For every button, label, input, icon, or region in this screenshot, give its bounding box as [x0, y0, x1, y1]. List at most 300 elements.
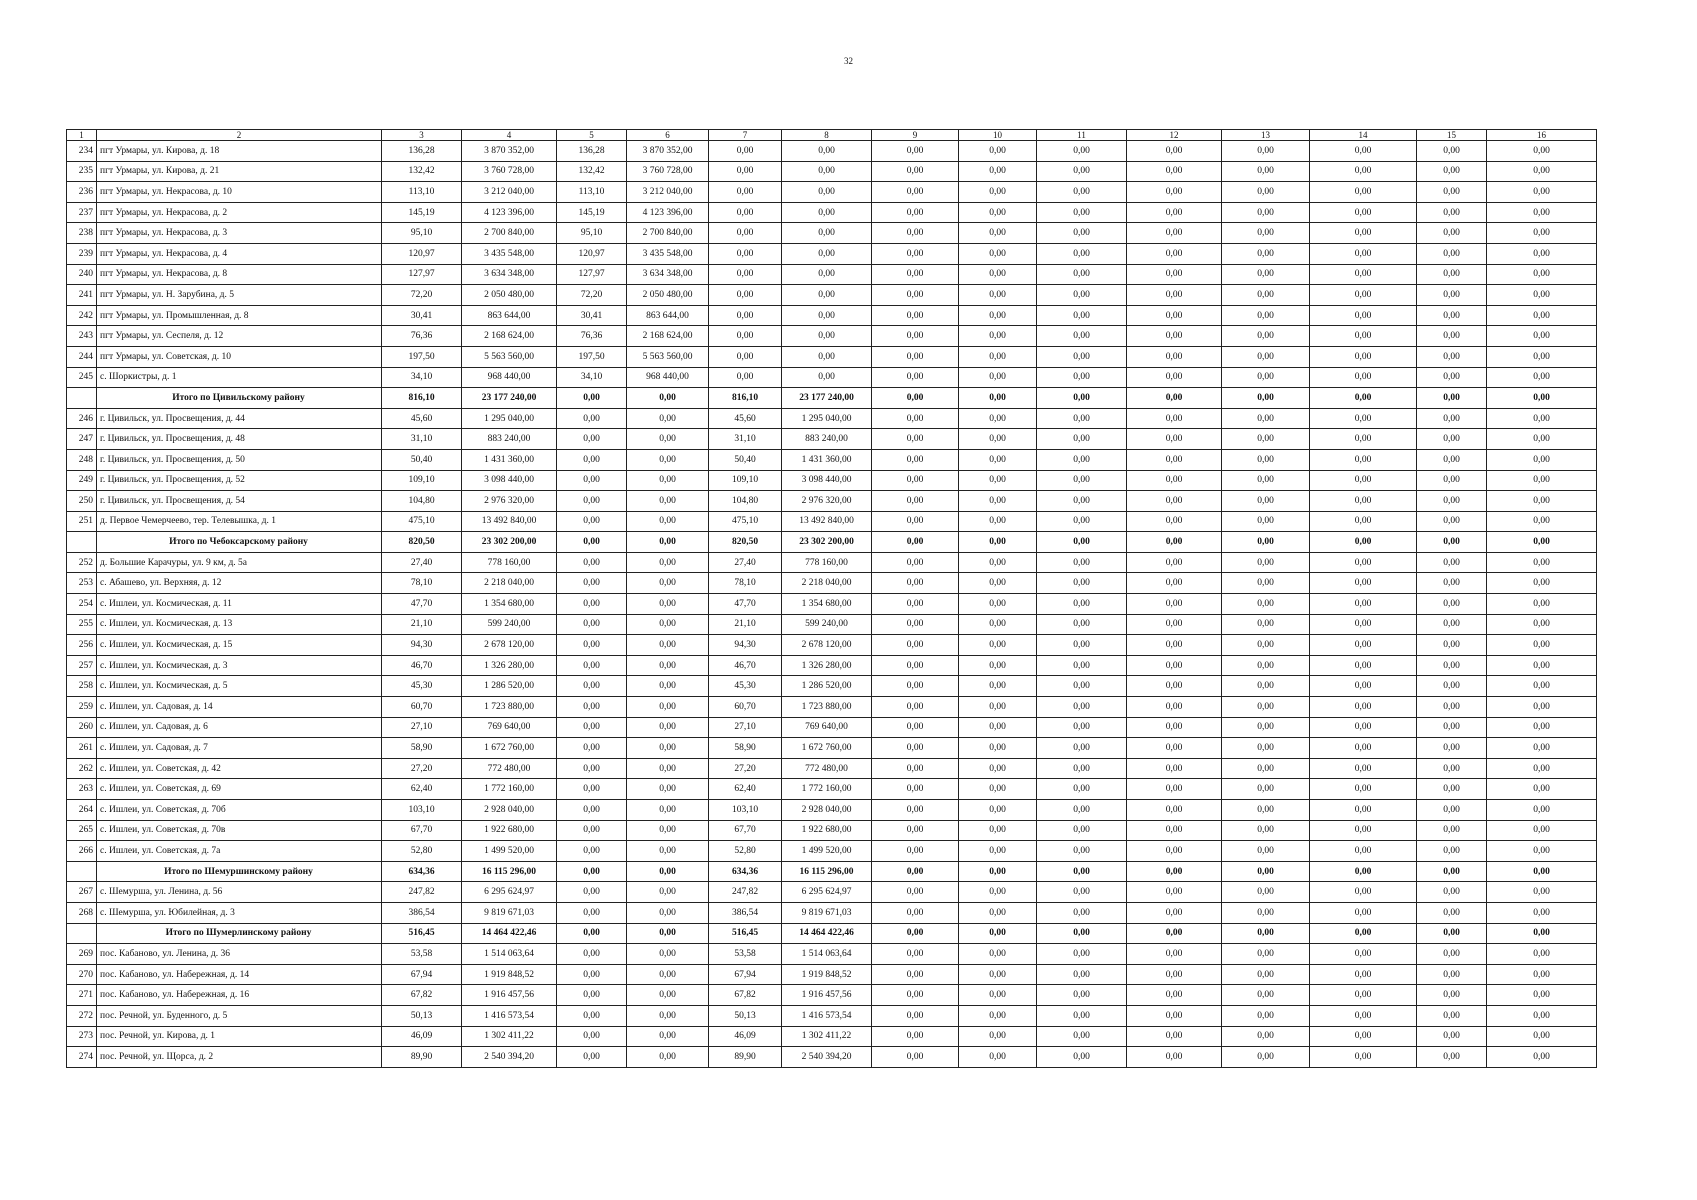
value-cell: 197,50 [557, 346, 627, 367]
value-cell: 0,00 [1037, 223, 1127, 244]
value-cell: 0,00 [1417, 161, 1487, 182]
row-number-cell: 268 [67, 902, 97, 923]
value-cell: 1 772 160,00 [462, 779, 557, 800]
value-cell: 0,00 [557, 964, 627, 985]
table-row [67, 326, 1597, 347]
value-cell: 0,00 [1310, 367, 1417, 388]
value-cell: 0,00 [872, 923, 959, 944]
value-cell: 1 302 411,22 [782, 1026, 872, 1047]
value-cell: 0,00 [709, 285, 782, 306]
value-cell: 50,40 [709, 449, 782, 470]
value-cell: 0,00 [1222, 655, 1310, 676]
value-cell: 0,00 [1037, 985, 1127, 1006]
value-cell: 0,00 [1222, 614, 1310, 635]
value-cell: 103,10 [709, 800, 782, 821]
value-cell: 3 634 348,00 [462, 264, 557, 285]
value-cell: 0,00 [872, 800, 959, 821]
row-number-cell: 259 [67, 697, 97, 718]
value-cell: 0,00 [1487, 243, 1597, 264]
value-cell: 67,70 [382, 820, 462, 841]
value-cell: 0,00 [1222, 861, 1310, 882]
value-cell: 0,00 [959, 697, 1037, 718]
value-cell: 0,00 [1310, 944, 1417, 965]
value-cell: 0,00 [1037, 491, 1127, 512]
table-row [67, 141, 1597, 162]
value-cell: 0,00 [1487, 264, 1597, 285]
value-cell: 1 286 520,00 [782, 676, 872, 697]
value-cell: 0,00 [627, 1026, 709, 1047]
value-cell: 0,00 [557, 614, 627, 635]
value-cell: 0,00 [1222, 161, 1310, 182]
row-number-cell: 260 [67, 717, 97, 738]
value-cell: 0,00 [1127, 1005, 1222, 1026]
value-cell: 0,00 [1127, 243, 1222, 264]
value-cell: 0,00 [1310, 408, 1417, 429]
value-cell: 0,00 [1127, 820, 1222, 841]
row-number-cell: 245 [67, 367, 97, 388]
value-cell: 3 212 040,00 [627, 182, 709, 203]
value-cell: 34,10 [382, 367, 462, 388]
value-cell: 67,94 [709, 964, 782, 985]
value-cell: 0,00 [627, 1005, 709, 1026]
value-cell: 1 295 040,00 [782, 408, 872, 429]
value-cell: 0,00 [1222, 141, 1310, 162]
row-number-cell [67, 388, 97, 409]
value-cell: 109,10 [382, 470, 462, 491]
value-cell: 0,00 [1417, 676, 1487, 697]
value-cell: 0,00 [1037, 449, 1127, 470]
value-cell: 0,00 [557, 800, 627, 821]
value-cell: 0,00 [557, 841, 627, 862]
row-number-cell: 247 [67, 429, 97, 450]
value-cell: 0,00 [1417, 141, 1487, 162]
value-cell: 0,00 [1127, 449, 1222, 470]
value-cell: 0,00 [1417, 532, 1487, 553]
value-cell: 0,00 [1487, 491, 1597, 512]
row-number-cell: 253 [67, 573, 97, 594]
value-cell: 0,00 [1417, 552, 1487, 573]
value-cell: 0,00 [1487, 902, 1597, 923]
table-row [67, 223, 1597, 244]
value-cell: 0,00 [1127, 635, 1222, 656]
value-cell: 0,00 [782, 141, 872, 162]
value-cell: 62,40 [382, 779, 462, 800]
value-cell: 0,00 [1222, 511, 1310, 532]
value-cell: 0,00 [1222, 1047, 1310, 1068]
value-cell: 2 050 480,00 [462, 285, 557, 306]
value-cell: 883 240,00 [782, 429, 872, 450]
address-cell: г. Цивильск, ул. Просвещения, д. 48 [97, 429, 382, 450]
row-number-cell: 241 [67, 285, 97, 306]
value-cell: 0,00 [872, 882, 959, 903]
value-cell: 772 480,00 [462, 758, 557, 779]
value-cell: 0,00 [1037, 758, 1127, 779]
value-cell: 0,00 [1417, 305, 1487, 326]
value-cell: 0,00 [1310, 697, 1417, 718]
value-cell: 0,00 [1310, 614, 1417, 635]
value-cell: 0,00 [872, 470, 959, 491]
value-cell: 0,00 [1487, 202, 1597, 223]
value-cell: 0,00 [1310, 223, 1417, 244]
value-cell: 0,00 [1222, 429, 1310, 450]
value-cell: 0,00 [782, 305, 872, 326]
value-cell: 0,00 [1417, 408, 1487, 429]
value-cell: 0,00 [959, 449, 1037, 470]
value-cell: 0,00 [1127, 841, 1222, 862]
table-body [67, 141, 1597, 1068]
value-cell: 0,00 [1127, 779, 1222, 800]
row-number-cell: 264 [67, 800, 97, 821]
value-cell: 67,94 [382, 964, 462, 985]
value-cell: 0,00 [959, 614, 1037, 635]
value-cell: 0,00 [872, 964, 959, 985]
value-cell: 0,00 [959, 902, 1037, 923]
value-cell: 1 326 280,00 [782, 655, 872, 676]
value-cell: 0,00 [1127, 717, 1222, 738]
value-cell: 1 922 680,00 [782, 820, 872, 841]
value-cell: 0,00 [1487, 697, 1597, 718]
value-cell: 0,00 [1310, 305, 1417, 326]
value-cell: 0,00 [1037, 655, 1127, 676]
row-number-cell: 271 [67, 985, 97, 1006]
value-cell: 0,00 [959, 223, 1037, 244]
value-cell: 0,00 [1417, 449, 1487, 470]
value-cell: 0,00 [1487, 141, 1597, 162]
value-cell: 67,82 [709, 985, 782, 1006]
value-cell: 13 492 840,00 [462, 511, 557, 532]
value-cell: 0,00 [557, 408, 627, 429]
table-row [67, 738, 1597, 759]
value-cell: 0,00 [1417, 223, 1487, 244]
value-cell: 0,00 [1127, 800, 1222, 821]
value-cell: 109,10 [709, 470, 782, 491]
value-cell: 0,00 [782, 285, 872, 306]
value-cell: 0,00 [627, 861, 709, 882]
value-cell: 0,00 [782, 182, 872, 203]
value-cell: 0,00 [1417, 923, 1487, 944]
value-cell: 78,10 [709, 573, 782, 594]
value-cell: 0,00 [557, 1005, 627, 1026]
value-cell: 0,00 [872, 532, 959, 553]
value-cell: 0,00 [1222, 820, 1310, 841]
value-cell: 0,00 [959, 635, 1037, 656]
value-cell: 0,00 [1127, 594, 1222, 615]
housing-program-table [66, 129, 1597, 1068]
value-cell: 0,00 [557, 861, 627, 882]
value-cell: 0,00 [1222, 717, 1310, 738]
value-cell: 0,00 [959, 243, 1037, 264]
value-cell: 0,00 [1037, 429, 1127, 450]
value-cell: 0,00 [1310, 573, 1417, 594]
value-cell: 67,70 [709, 820, 782, 841]
value-cell: 113,10 [557, 182, 627, 203]
value-cell: 0,00 [1127, 985, 1222, 1006]
value-cell: 0,00 [1222, 944, 1310, 965]
value-cell: 0,00 [1417, 264, 1487, 285]
address-cell: с. Ишлеи, ул. Советская, д. 70б [97, 800, 382, 821]
value-cell: 0,00 [1310, 738, 1417, 759]
value-cell: 0,00 [1417, 470, 1487, 491]
value-cell: 2 168 624,00 [627, 326, 709, 347]
value-cell: 0,00 [1310, 491, 1417, 512]
value-cell: 0,00 [1310, 882, 1417, 903]
value-cell: 27,20 [382, 758, 462, 779]
value-cell: 0,00 [1037, 141, 1127, 162]
value-cell: 0,00 [1127, 264, 1222, 285]
district-total-row [67, 861, 1597, 882]
value-cell: 3 212 040,00 [462, 182, 557, 203]
address-cell: с. Ишлеи, ул. Садовая, д. 7 [97, 738, 382, 759]
column-number-header: 1 [67, 130, 97, 141]
value-cell: 2 976 320,00 [462, 491, 557, 512]
value-cell: 247,82 [382, 882, 462, 903]
value-cell: 58,90 [709, 738, 782, 759]
value-cell: 0,00 [959, 738, 1037, 759]
address-cell: пос. Речной, ул. Буденного, д. 5 [97, 1005, 382, 1026]
address-cell: с. Ишлеи, ул. Космическая, д. 15 [97, 635, 382, 656]
value-cell: 27,40 [382, 552, 462, 573]
value-cell: 0,00 [1310, 388, 1417, 409]
value-cell: 0,00 [1037, 779, 1127, 800]
value-cell: 1 916 457,56 [782, 985, 872, 1006]
value-cell: 0,00 [1417, 902, 1487, 923]
value-cell: 0,00 [627, 964, 709, 985]
value-cell: 60,70 [382, 697, 462, 718]
value-cell: 0,00 [1417, 1047, 1487, 1068]
value-cell: 0,00 [1127, 738, 1222, 759]
value-cell: 0,00 [959, 141, 1037, 162]
value-cell: 0,00 [872, 1026, 959, 1047]
value-cell: 1 499 520,00 [462, 841, 557, 862]
value-cell: 769 640,00 [462, 717, 557, 738]
value-cell: 145,19 [382, 202, 462, 223]
value-cell: 0,00 [1487, 182, 1597, 203]
value-cell: 0,00 [1417, 841, 1487, 862]
value-cell: 0,00 [1417, 573, 1487, 594]
value-cell: 45,30 [709, 676, 782, 697]
value-cell: 0,00 [557, 717, 627, 738]
value-cell: 0,00 [959, 779, 1037, 800]
value-cell: 34,10 [557, 367, 627, 388]
value-cell: 820,50 [382, 532, 462, 553]
value-cell: 0,00 [1417, 429, 1487, 450]
value-cell: 0,00 [959, 861, 1037, 882]
value-cell: 23 302 200,00 [462, 532, 557, 553]
value-cell: 0,00 [1037, 964, 1127, 985]
address-cell: пгт Урмары, ул. Некрасова, д. 4 [97, 243, 382, 264]
value-cell: 0,00 [959, 161, 1037, 182]
page-number: 32 [844, 56, 853, 66]
value-cell: 386,54 [382, 902, 462, 923]
value-cell: 2 700 840,00 [627, 223, 709, 244]
value-cell: 52,80 [382, 841, 462, 862]
value-cell: 89,90 [382, 1047, 462, 1068]
value-cell: 0,00 [557, 902, 627, 923]
value-cell: 0,00 [557, 449, 627, 470]
value-cell: 3 435 548,00 [462, 243, 557, 264]
value-cell: 1 672 760,00 [782, 738, 872, 759]
row-number-cell: 248 [67, 449, 97, 470]
value-cell: 21,10 [709, 614, 782, 635]
value-cell: 2 540 394,20 [782, 1047, 872, 1068]
value-cell: 0,00 [1037, 1047, 1127, 1068]
value-cell: 2 700 840,00 [462, 223, 557, 244]
address-cell: г. Цивильск, ул. Просвещения, д. 54 [97, 491, 382, 512]
value-cell: 5 563 560,00 [462, 346, 557, 367]
table-row [67, 429, 1597, 450]
value-cell: 0,00 [1417, 1005, 1487, 1026]
value-cell: 0,00 [1417, 182, 1487, 203]
table-row [67, 202, 1597, 223]
table-row [67, 758, 1597, 779]
value-cell: 0,00 [1127, 923, 1222, 944]
address-cell: пгт Урмары, ул. Советская, д. 10 [97, 346, 382, 367]
value-cell: 0,00 [959, 923, 1037, 944]
value-cell: 0,00 [1310, 552, 1417, 573]
value-cell: 0,00 [1487, 305, 1597, 326]
value-cell: 0,00 [557, 882, 627, 903]
table-row [67, 511, 1597, 532]
value-cell: 3 098 440,00 [462, 470, 557, 491]
value-cell: 0,00 [1310, 594, 1417, 615]
value-cell: 0,00 [1417, 779, 1487, 800]
value-cell: 0,00 [1222, 841, 1310, 862]
value-cell: 0,00 [1222, 491, 1310, 512]
value-cell: 0,00 [872, 594, 959, 615]
column-number-row [67, 130, 1597, 141]
value-cell: 0,00 [1487, 326, 1597, 347]
value-cell: 0,00 [1487, 861, 1597, 882]
address-cell: с. Ишлеи, ул. Советская, д. 69 [97, 779, 382, 800]
table-row [67, 655, 1597, 676]
value-cell: 0,00 [1310, 202, 1417, 223]
address-cell: д. Первое Чемерчеево, тер. Телевышка, д. 1 [97, 511, 382, 532]
value-cell: 0,00 [627, 882, 709, 903]
value-cell: 0,00 [1037, 182, 1127, 203]
address-cell: Итого по Цивильскому району [97, 388, 382, 409]
value-cell: 0,00 [627, 841, 709, 862]
address-cell: пгт Урмары, ул. Сеспеля, д. 12 [97, 326, 382, 347]
value-cell: 0,00 [872, 367, 959, 388]
value-cell: 0,00 [557, 429, 627, 450]
table-row [67, 779, 1597, 800]
value-cell: 0,00 [1037, 635, 1127, 656]
value-cell: 50,40 [382, 449, 462, 470]
value-cell: 0,00 [557, 635, 627, 656]
value-cell: 0,00 [1310, 264, 1417, 285]
address-cell: г. Цивильск, ул. Просвещения, д. 50 [97, 449, 382, 470]
value-cell: 0,00 [1310, 1005, 1417, 1026]
value-cell: 0,00 [1487, 964, 1597, 985]
value-cell: 0,00 [1310, 511, 1417, 532]
table-row [67, 408, 1597, 429]
value-cell: 0,00 [627, 779, 709, 800]
value-cell: 0,00 [872, 285, 959, 306]
value-cell: 95,10 [382, 223, 462, 244]
value-cell: 0,00 [1222, 449, 1310, 470]
value-cell: 0,00 [1310, 429, 1417, 450]
value-cell: 0,00 [1487, 449, 1597, 470]
value-cell: 6 295 624,97 [782, 882, 872, 903]
value-cell: 0,00 [1037, 532, 1127, 553]
value-cell: 0,00 [1037, 1005, 1127, 1026]
value-cell: 30,41 [557, 305, 627, 326]
value-cell: 89,90 [709, 1047, 782, 1068]
value-cell: 0,00 [1037, 552, 1127, 573]
value-cell: 0,00 [627, 902, 709, 923]
value-cell: 0,00 [1222, 243, 1310, 264]
value-cell: 0,00 [1037, 861, 1127, 882]
address-cell: пгт Урмары, ул. Промышленная, д. 8 [97, 305, 382, 326]
value-cell: 0,00 [1037, 305, 1127, 326]
value-cell: 516,45 [382, 923, 462, 944]
value-cell: 0,00 [627, 388, 709, 409]
value-cell: 0,00 [872, 264, 959, 285]
value-cell: 6 295 624,97 [462, 882, 557, 903]
table-row [67, 614, 1597, 635]
value-cell: 0,00 [1222, 182, 1310, 203]
value-cell: 0,00 [1222, 552, 1310, 573]
row-number-cell: 238 [67, 223, 97, 244]
column-number-header: 16 [1487, 130, 1597, 141]
column-number-header: 5 [557, 130, 627, 141]
value-cell: 0,00 [1037, 614, 1127, 635]
value-cell: 968 440,00 [627, 367, 709, 388]
value-cell: 0,00 [872, 697, 959, 718]
value-cell: 516,45 [709, 923, 782, 944]
value-cell: 46,70 [709, 655, 782, 676]
value-cell: 0,00 [1127, 141, 1222, 162]
value-cell: 816,10 [382, 388, 462, 409]
address-cell: Итого по Шумерлинскому району [97, 923, 382, 944]
row-number-cell: 266 [67, 841, 97, 862]
value-cell: 0,00 [557, 985, 627, 1006]
value-cell: 0,00 [782, 367, 872, 388]
value-cell: 1 723 880,00 [782, 697, 872, 718]
value-cell: 0,00 [959, 758, 1037, 779]
value-cell: 0,00 [959, 1005, 1037, 1026]
row-number-cell: 237 [67, 202, 97, 223]
value-cell: 0,00 [1127, 697, 1222, 718]
value-cell: 0,00 [709, 202, 782, 223]
value-cell: 27,10 [382, 717, 462, 738]
value-cell: 120,97 [382, 243, 462, 264]
value-cell: 1 922 680,00 [462, 820, 557, 841]
value-cell: 0,00 [1127, 429, 1222, 450]
value-cell: 0,00 [1310, 141, 1417, 162]
value-cell: 9 819 671,03 [782, 902, 872, 923]
value-cell: 0,00 [557, 388, 627, 409]
value-cell: 0,00 [1127, 964, 1222, 985]
table-row [67, 305, 1597, 326]
value-cell: 0,00 [959, 491, 1037, 512]
value-cell: 0,00 [1417, 388, 1487, 409]
value-cell: 0,00 [1310, 655, 1417, 676]
table-row [67, 182, 1597, 203]
value-cell: 0,00 [872, 388, 959, 409]
value-cell: 0,00 [782, 202, 872, 223]
value-cell: 0,00 [1487, 614, 1597, 635]
address-cell: с. Шоркистры, д. 1 [97, 367, 382, 388]
value-cell: 0,00 [1222, 470, 1310, 491]
value-cell: 0,00 [1310, 820, 1417, 841]
value-cell: 0,00 [627, 655, 709, 676]
value-cell: 0,00 [1222, 758, 1310, 779]
column-number-header: 12 [1127, 130, 1222, 141]
value-cell: 0,00 [1037, 408, 1127, 429]
value-cell: 0,00 [627, 532, 709, 553]
value-cell: 0,00 [1037, 573, 1127, 594]
